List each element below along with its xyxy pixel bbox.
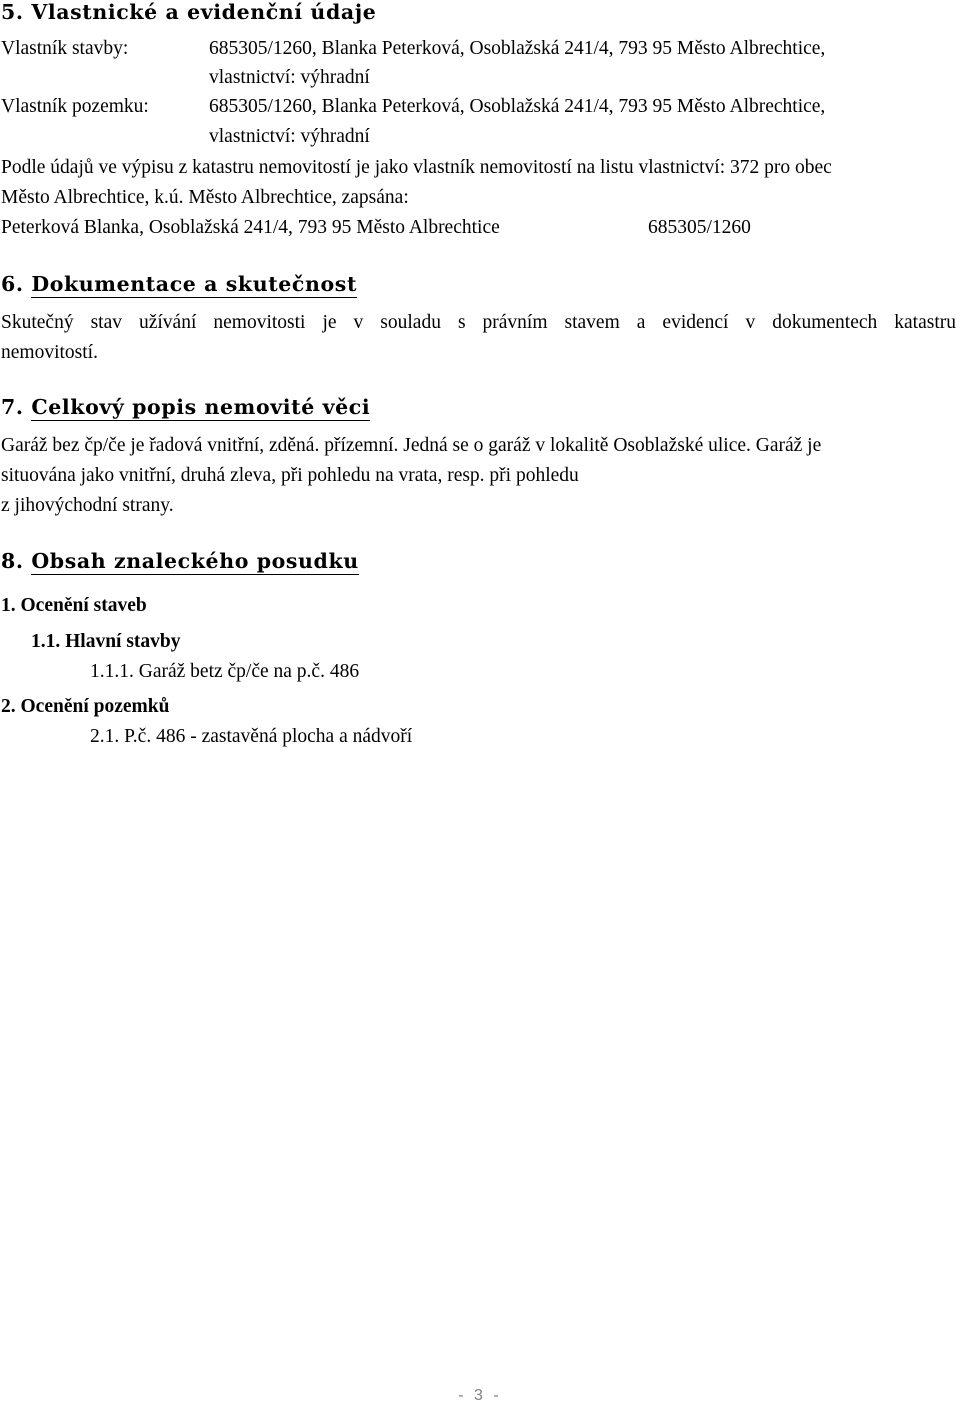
section-7-text-line-2: situována jako vnitřní, druhá zleva, při pohledu na vrata, resp. při pohledu	[1, 465, 579, 486]
section-8-heading-prefix: 8.	[1, 549, 32, 573]
land-owner-value: 685305/1260, Blanka Peterková, Osoblažská 241/4, 793 95 Město Albrechtice,	[209, 96, 826, 117]
section-6-heading-text: Dokumentace a skutečnost	[31, 272, 358, 296]
section-7-heading-text: Celkový popis nemovité věci	[31, 395, 371, 419]
cadastre-statement-line-2: Město Albrechtice, k.ú. Město Albrechtice, zapsána:	[1, 187, 409, 208]
land-owner-label: Vlastník pozemku:	[1, 96, 149, 117]
toc-item-garage: 1.1.1. Garáž betz čp/če na p.č. 486	[90, 661, 360, 682]
section-6-heading	[1, 272, 357, 296]
section-7-heading	[1, 395, 370, 419]
building-owner-value: 685305/1260, Blanka Peterková, Osoblažská 241/4, 793 95 Město Albrechtice,	[209, 38, 826, 59]
section-6-text-line-1: Skutečný stav užívání nemovitosti je v souladu s právním stavem a evidencí v dokumentech katastru	[1, 312, 956, 333]
section-5-heading	[1, 0, 376, 24]
building-owner-label: Vlastník stavby:	[1, 38, 129, 59]
toc-item-land-valuation: 2. Ocenění pozemků	[1, 696, 170, 717]
registered-owner-id: 685305/1260	[648, 217, 751, 238]
building-owner-ownership: vlastnictví: výhradní	[209, 67, 370, 88]
toc-item-parcel: 2.1. P.č. 486 - zastavěná plocha a nádvoří	[90, 726, 413, 747]
cadastre-statement-line-1: Podle údajů ve výpisu z katastru nemovitostí je jako vlastník nemovitostí na listu vlastnictví: 372 pro obec	[1, 157, 832, 178]
section-6-text-line-2: nemovitostí.	[1, 342, 98, 363]
toc-item-building-valuation: 1. Ocenění staveb	[1, 595, 147, 616]
section-7-text-line-3: z jihovýchodní strany.	[1, 495, 174, 516]
toc-item-main-buildings: 1.1. Hlavní stavby	[31, 631, 181, 652]
section-6-heading-prefix: 6.	[1, 272, 32, 296]
land-owner-ownership: vlastnictví: výhradní	[209, 126, 370, 147]
section-5-heading-text: 5. Vlastnické a evidenční údaje	[1, 0, 377, 24]
page-number: - 3 -	[458, 1387, 502, 1404]
section-7-text-line-1: Garáž bez čp/če je řadová vnitřní, zděná. přízemní. Jedná se o garáž v lokalitě Osoblažské ulice. Garáž je	[1, 435, 822, 456]
section-8-heading-text: Obsah znaleckého posudku	[31, 549, 359, 573]
section-7-heading-prefix: 7.	[1, 395, 32, 419]
registered-owner-name: Peterková Blanka, Osoblažská 241/4, 793 95 Město Albrechtice	[1, 217, 500, 238]
section-8-heading	[1, 549, 359, 573]
